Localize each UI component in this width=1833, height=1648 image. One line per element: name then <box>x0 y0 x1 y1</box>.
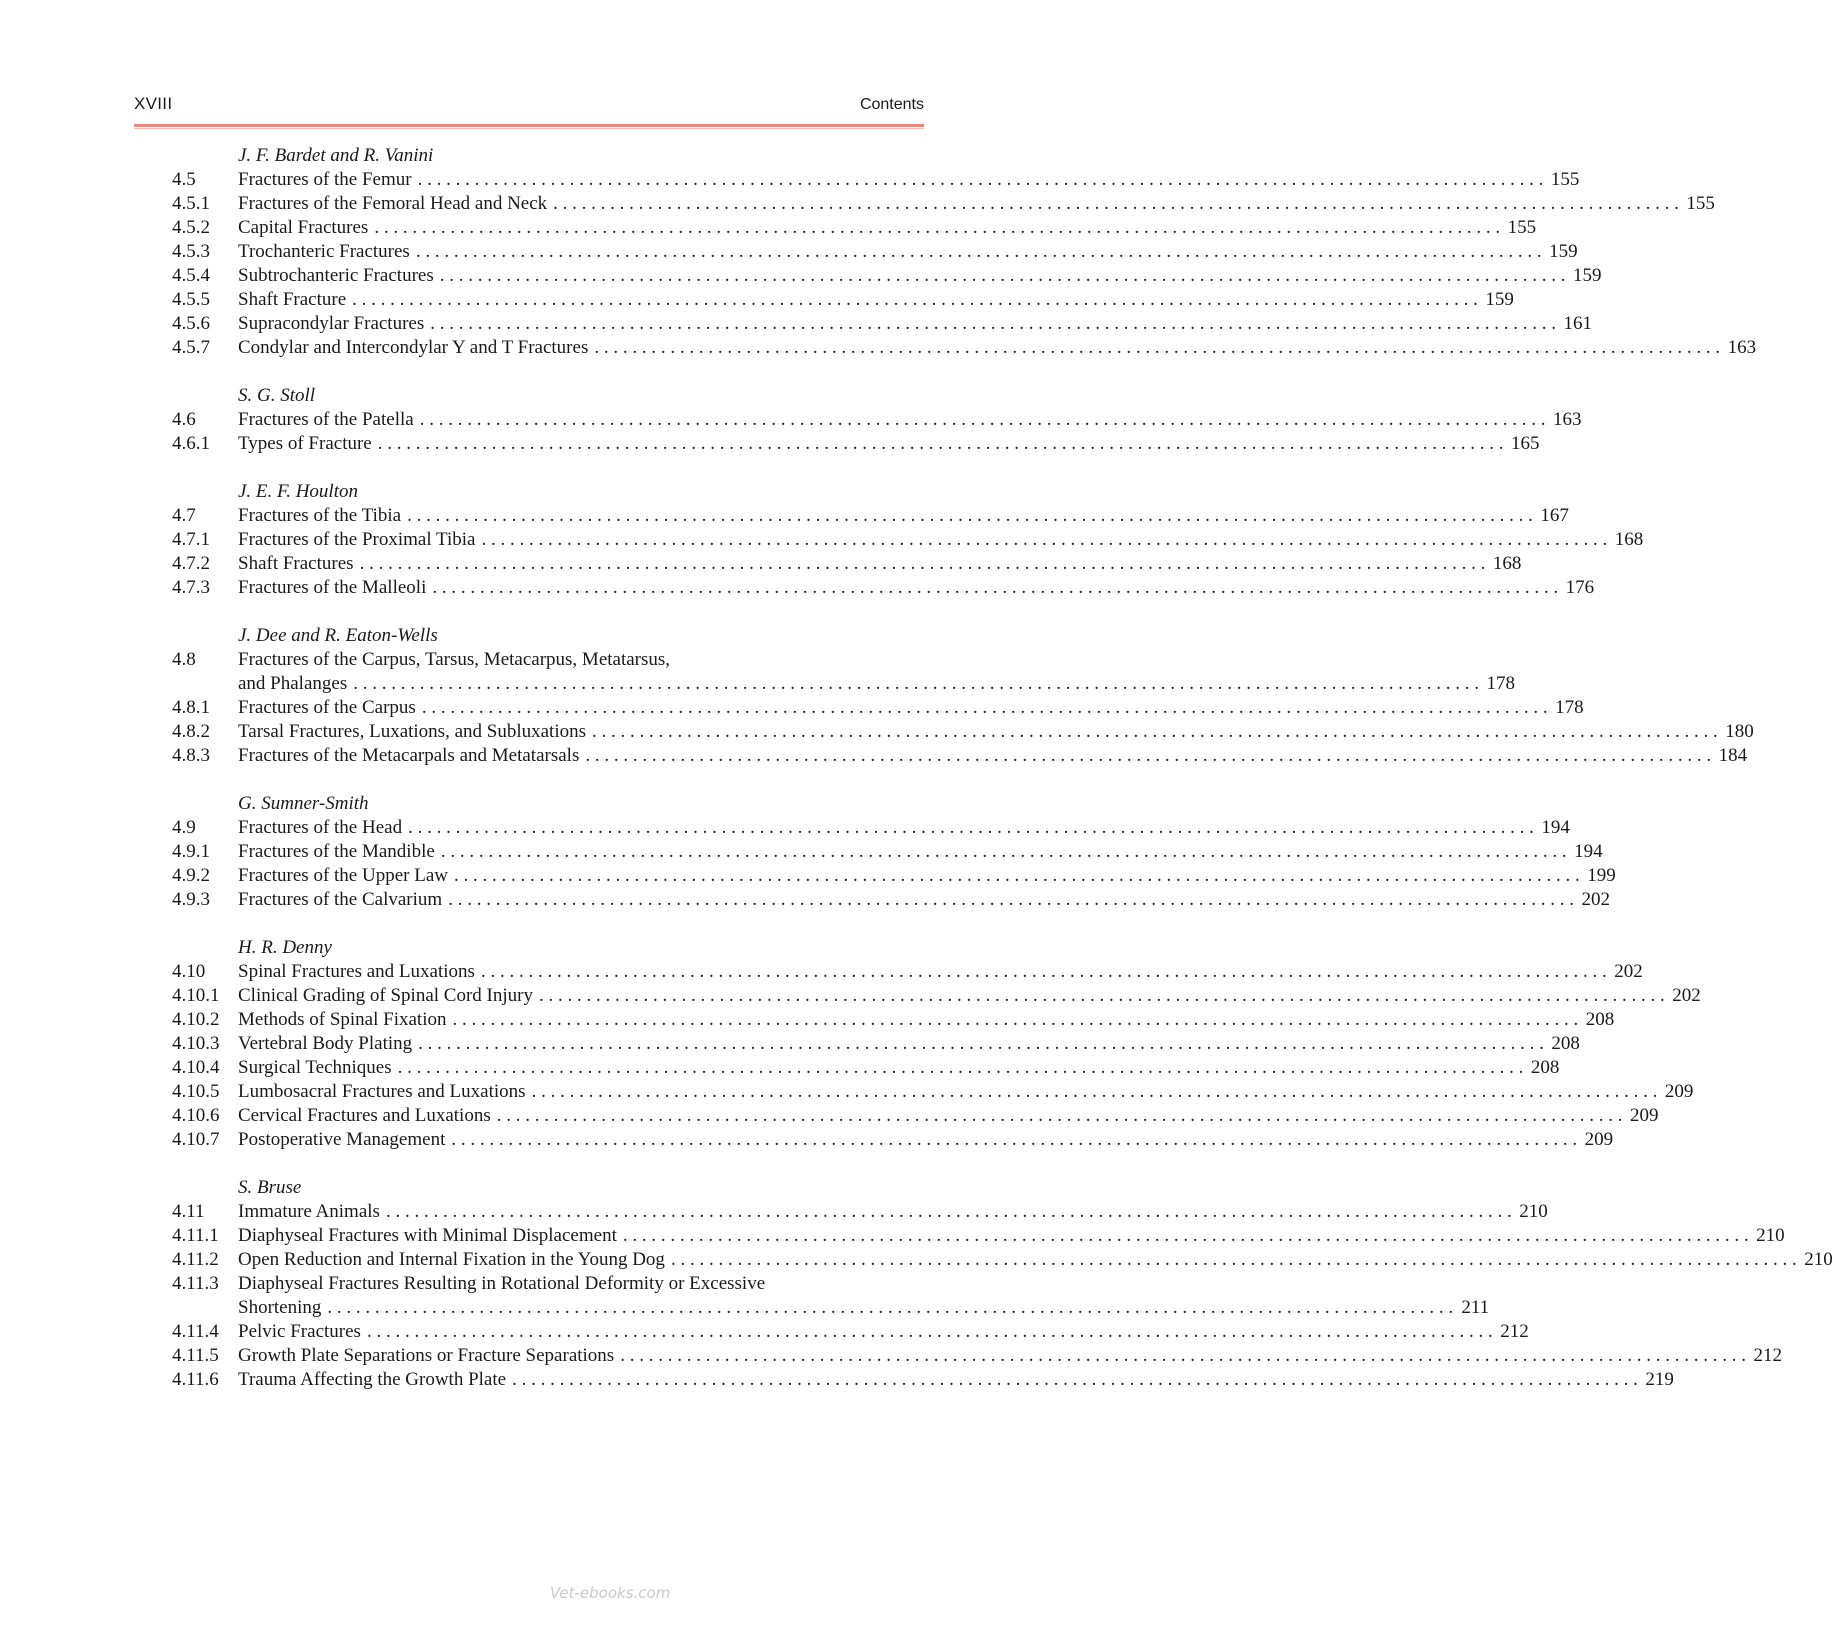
entry-page-number: 184 <box>1718 745 1748 766</box>
toc-entry[interactable] <box>172 720 1754 744</box>
dot-leader <box>441 840 1567 864</box>
entry-title: Fractures of the Metacarpals and Metatarsals <box>238 745 580 766</box>
entry-page-number: 199 <box>1587 865 1616 886</box>
dot-leader <box>352 288 1478 312</box>
toc-section <box>172 144 1757 360</box>
toc-entry[interactable] <box>172 1272 1490 1320</box>
toc-entry[interactable] <box>172 192 1715 216</box>
entry-number: 4.10.1 <box>172 985 220 1006</box>
toc-entry[interactable] <box>172 1056 1560 1080</box>
entry-page-number: 208 <box>1585 1009 1615 1030</box>
entry-page-number: 159 <box>1572 265 1602 286</box>
entry-page-number: 209 <box>1664 1081 1694 1102</box>
dot-leader <box>327 1296 1453 1320</box>
entry-title: Growth Plate Separations or Fracture Separations <box>238 1345 615 1366</box>
entry-page-number: 159 <box>1549 241 1578 262</box>
toc-entry[interactable] <box>172 1248 1833 1272</box>
entry-number: 4.10.7 <box>172 1129 220 1150</box>
toc-entry[interactable] <box>172 240 1578 264</box>
entry-title: Types of Fracture <box>238 433 372 454</box>
dot-leader <box>418 168 1544 192</box>
dot-leader <box>454 864 1580 888</box>
entry-number: 4.5.1 <box>172 193 210 214</box>
toc-entry[interactable] <box>172 1104 1659 1128</box>
dot-leader <box>430 312 1556 336</box>
toc-entry[interactable] <box>172 1008 1615 1032</box>
dot-leader <box>585 744 1711 768</box>
dot-leader <box>539 984 1665 1008</box>
entry-number: 4.7.2 <box>172 553 210 574</box>
watermark: Vet-ebooks.com <box>550 1584 671 1602</box>
entry-title: Fractures of the Carpus, Tarsus, Metacarpus, Metatarsus, <box>238 649 671 670</box>
toc-entry[interactable] <box>172 264 1602 288</box>
entry-title: and Phalanges <box>238 673 348 694</box>
entry-title: Tarsal Fractures, Luxations, and Subluxations <box>238 721 586 742</box>
entry-number: 4.5.3 <box>172 241 210 262</box>
toc-entry[interactable] <box>172 696 1584 720</box>
page-number: XVIII <box>134 94 173 113</box>
dot-leader <box>360 552 1486 576</box>
entry-title: Subtrochanteric Fractures <box>238 265 434 286</box>
toc-section <box>172 792 1616 912</box>
entry-number: 4.6 <box>172 409 196 430</box>
entry-title: Fractures of the Upper Law <box>238 865 448 886</box>
entry-number: 4.10.2 <box>172 1009 220 1030</box>
entry-page-number: 159 <box>1485 289 1514 310</box>
entry-title: Fractures of the Malleoli <box>238 577 427 598</box>
entry-page-number: 209 <box>1629 1105 1659 1126</box>
entry-title: Fractures of the Proximal Tibia <box>238 529 476 550</box>
entry-page-number: 219 <box>1645 1369 1674 1390</box>
entry-page-number: 211 <box>1461 1297 1490 1318</box>
dot-leader <box>398 1056 1524 1080</box>
entry-page-number: 209 <box>1584 1129 1614 1150</box>
dot-leader <box>416 240 1542 264</box>
entry-number: 4.10.6 <box>172 1105 220 1126</box>
dot-leader <box>353 672 1479 696</box>
dot-leader <box>378 432 1504 456</box>
entry-number: 4.7.1 <box>172 529 210 550</box>
entry-number: 4.8 <box>172 649 196 670</box>
section-author: H. R. Denny <box>238 937 332 958</box>
entry-title: Fractures of the Calvarium <box>238 889 443 910</box>
dot-leader <box>512 1368 1638 1392</box>
entry-title: Open Reduction and Internal Fixation in the Young Dog <box>238 1249 665 1270</box>
toc-entry[interactable] <box>172 504 1569 528</box>
dot-leader <box>481 528 1607 552</box>
entry-title: Shaft Fractures <box>238 553 354 574</box>
toc-entry[interactable] <box>172 1128 1614 1152</box>
entry-page-number: 210 <box>1519 1201 1548 1222</box>
entry-number: 4.11 <box>172 1201 205 1222</box>
entry-page-number: 212 <box>1753 1345 1782 1366</box>
entry-title: Fractures of the Head <box>238 817 403 838</box>
entry-page-number: 155 <box>1550 169 1580 190</box>
entry-title: Pelvic Fractures <box>238 1321 361 1342</box>
entry-page-number: 194 <box>1541 817 1570 838</box>
entry-title: Methods of Spinal Fixation <box>238 1009 447 1030</box>
entry-number: 4.7 <box>172 505 196 526</box>
entry-page-number: 202 <box>1614 961 1643 982</box>
dot-leader <box>374 216 1500 240</box>
entry-number: 4.11.3 <box>172 1273 219 1294</box>
entry-title: Diaphyseal Fractures with Minimal Displacement <box>238 1225 617 1246</box>
entry-page-number: 208 <box>1551 1033 1580 1054</box>
toc-entry[interactable] <box>172 1080 1694 1104</box>
entry-page-number: 176 <box>1565 577 1595 598</box>
entry-title: Fractures of the Femoral Head and Neck <box>238 193 548 214</box>
entry-title: Shortening <box>238 1297 322 1318</box>
toc-entry[interactable] <box>172 816 1570 840</box>
entry-number: 4.10 <box>172 961 206 982</box>
entry-page-number: 202 <box>1672 985 1701 1006</box>
entry-number: 4.9 <box>172 817 196 838</box>
entry-title: Diaphyseal Fractures Resulting in Rotational Deformity or Excessive <box>238 1273 766 1294</box>
dot-leader <box>481 960 1607 984</box>
entry-title: Clinical Grading of Spinal Cord Injury <box>238 985 533 1006</box>
dot-leader <box>407 504 1533 528</box>
header-rule-shadow <box>134 128 924 129</box>
entry-number: 4.5.5 <box>172 289 210 310</box>
toc-entry[interactable] <box>172 576 1595 600</box>
toc-entry[interactable] <box>172 1344 1782 1368</box>
dot-leader <box>418 1032 1544 1056</box>
toc-entry[interactable] <box>172 216 1537 240</box>
toc-entry[interactable] <box>172 168 1580 192</box>
entry-title: Surgical Techniques <box>238 1057 392 1078</box>
section-author: J. Dee and R. Eaton-Wells <box>238 625 438 646</box>
entry-number: 4.11.4 <box>172 1321 219 1342</box>
entry-number: 4.5.4 <box>172 265 210 286</box>
entry-number: 4.9.2 <box>172 865 210 886</box>
header-rule <box>134 124 924 127</box>
toc-entry[interactable] <box>172 1224 1785 1248</box>
dot-leader <box>497 1104 1623 1128</box>
entry-page-number: 208 <box>1530 1057 1560 1078</box>
dot-leader <box>623 1224 1749 1248</box>
section-author: J. F. Bardet and R. Vanini <box>238 145 434 166</box>
entry-number: 4.5 <box>172 169 196 190</box>
dot-leader <box>594 336 1720 360</box>
entry-title: Fractures of the Patella <box>238 409 414 430</box>
section-author: S. G. Stoll <box>238 385 316 406</box>
entry-page-number: 178 <box>1555 697 1584 718</box>
entry-page-number: 180 <box>1725 721 1754 742</box>
toc-entry[interactable] <box>172 960 1643 984</box>
entry-number: 4.5.7 <box>172 337 210 358</box>
entry-title: Spinal Fractures and Luxations <box>238 961 475 982</box>
entry-page-number: 155 <box>1507 217 1537 238</box>
toc-entry[interactable] <box>172 552 1522 576</box>
entry-page-number: 210 <box>1756 1225 1785 1246</box>
dot-leader <box>386 1200 1512 1224</box>
entry-number: 4.7.3 <box>172 577 210 598</box>
toc-section <box>172 936 1701 1152</box>
entry-title: Condylar and Intercondylar Y and T Fractures <box>238 337 589 358</box>
entry-page-number: 178 <box>1486 673 1515 694</box>
toc-entry[interactable] <box>172 840 1603 864</box>
dot-leader <box>448 888 1574 912</box>
dot-leader <box>440 264 1566 288</box>
dot-leader <box>553 192 1679 216</box>
toc-entry[interactable] <box>172 408 1582 432</box>
entry-title: Fractures of the Femur <box>238 169 412 190</box>
toc-entry[interactable] <box>172 648 1515 696</box>
entry-title: Cervical Fractures and Luxations <box>238 1105 491 1126</box>
toc-entry[interactable] <box>172 288 1514 312</box>
dot-leader <box>592 720 1718 744</box>
entry-title: Fractures of the Carpus <box>238 697 416 718</box>
entry-number: 4.5.6 <box>172 313 210 334</box>
entry-number: 4.8.2 <box>172 721 210 742</box>
toc-entry[interactable] <box>172 528 1644 552</box>
toc-entry[interactable] <box>172 1368 1674 1392</box>
entry-number: 4.10.4 <box>172 1057 220 1078</box>
entry-number: 4.10.5 <box>172 1081 220 1102</box>
dot-leader <box>451 1128 1577 1152</box>
entry-number: 4.9.1 <box>172 841 210 862</box>
toc-section <box>172 624 1754 768</box>
entry-title: Lumbosacral Fractures and Luxations <box>238 1081 526 1102</box>
entry-title: Supracondylar Fractures <box>238 313 425 334</box>
entry-page-number: 202 <box>1581 889 1610 910</box>
dot-leader <box>367 1320 1493 1344</box>
entry-title: Postoperative Management <box>238 1129 446 1150</box>
entry-number: 4.8.3 <box>172 745 210 766</box>
toc-entry[interactable] <box>172 1200 1548 1224</box>
toc-entry[interactable] <box>172 744 1748 768</box>
entry-page-number: 163 <box>1552 409 1582 430</box>
entry-number: 4.11.6 <box>172 1369 219 1390</box>
toc-entry[interactable] <box>172 888 1610 912</box>
entry-number: 4.11.5 <box>172 1345 219 1366</box>
entry-number: 4.6.1 <box>172 433 210 454</box>
toc-section <box>172 480 1644 600</box>
entry-number: 4.11.2 <box>172 1249 219 1270</box>
entry-title: Immature Animals <box>238 1201 380 1222</box>
page-header <box>134 94 924 120</box>
entry-page-number: 210 <box>1804 1249 1833 1270</box>
entry-title: Shaft Fracture <box>238 289 347 310</box>
entry-page-number: 194 <box>1574 841 1603 862</box>
toc-section <box>172 1176 1833 1392</box>
entry-page-number: 165 <box>1510 433 1540 454</box>
entry-page-number: 163 <box>1727 337 1757 358</box>
entry-page-number: 168 <box>1614 529 1644 550</box>
entry-title: Fractures of the Tibia <box>238 505 402 526</box>
toc-entry[interactable] <box>172 1032 1580 1056</box>
entry-title: Capital Fractures <box>238 217 369 238</box>
dot-leader <box>620 1344 1746 1368</box>
dot-leader <box>432 576 1558 600</box>
entry-number: 4.9.3 <box>172 889 210 910</box>
dot-leader <box>408 816 1534 840</box>
toc-entry[interactable] <box>172 864 1616 888</box>
entry-number: 4.11.1 <box>172 1225 219 1246</box>
entry-number: 4.5.2 <box>172 217 210 238</box>
section-author: S. Bruse <box>238 1177 302 1198</box>
entry-page-number: 212 <box>1500 1321 1529 1342</box>
dot-leader <box>420 408 1546 432</box>
entry-number: 4.10.3 <box>172 1033 220 1054</box>
section-author: J. E. F. Houlton <box>238 481 358 502</box>
entry-title: Trochanteric Fractures <box>238 241 410 262</box>
entry-page-number: 161 <box>1563 313 1592 334</box>
entry-title: Vertebral Body Plating <box>238 1033 413 1054</box>
toc-section <box>172 384 1582 456</box>
toc-entry[interactable] <box>172 336 1757 360</box>
section-author: G. Sumner-Smith <box>238 793 369 814</box>
entry-title: Fractures of the Mandible <box>238 841 435 862</box>
toc-entry[interactable] <box>172 312 1592 336</box>
toc-entry[interactable] <box>172 1320 1529 1344</box>
dot-leader <box>532 1080 1658 1104</box>
table-of-contents <box>172 144 1833 1416</box>
dot-leader <box>452 1008 1578 1032</box>
entry-page-number: 168 <box>1492 553 1522 574</box>
entry-number: 4.8.1 <box>172 697 210 718</box>
running-head: Contents <box>859 96 924 113</box>
toc-entry[interactable] <box>172 432 1540 456</box>
toc-entry[interactable] <box>172 984 1701 1008</box>
entry-page-number: 155 <box>1686 193 1715 214</box>
dot-leader <box>671 1248 1797 1272</box>
entry-page-number: 167 <box>1540 505 1569 526</box>
entry-title: Trauma Affecting the Growth Plate <box>238 1369 507 1390</box>
dot-leader <box>422 696 1548 720</box>
